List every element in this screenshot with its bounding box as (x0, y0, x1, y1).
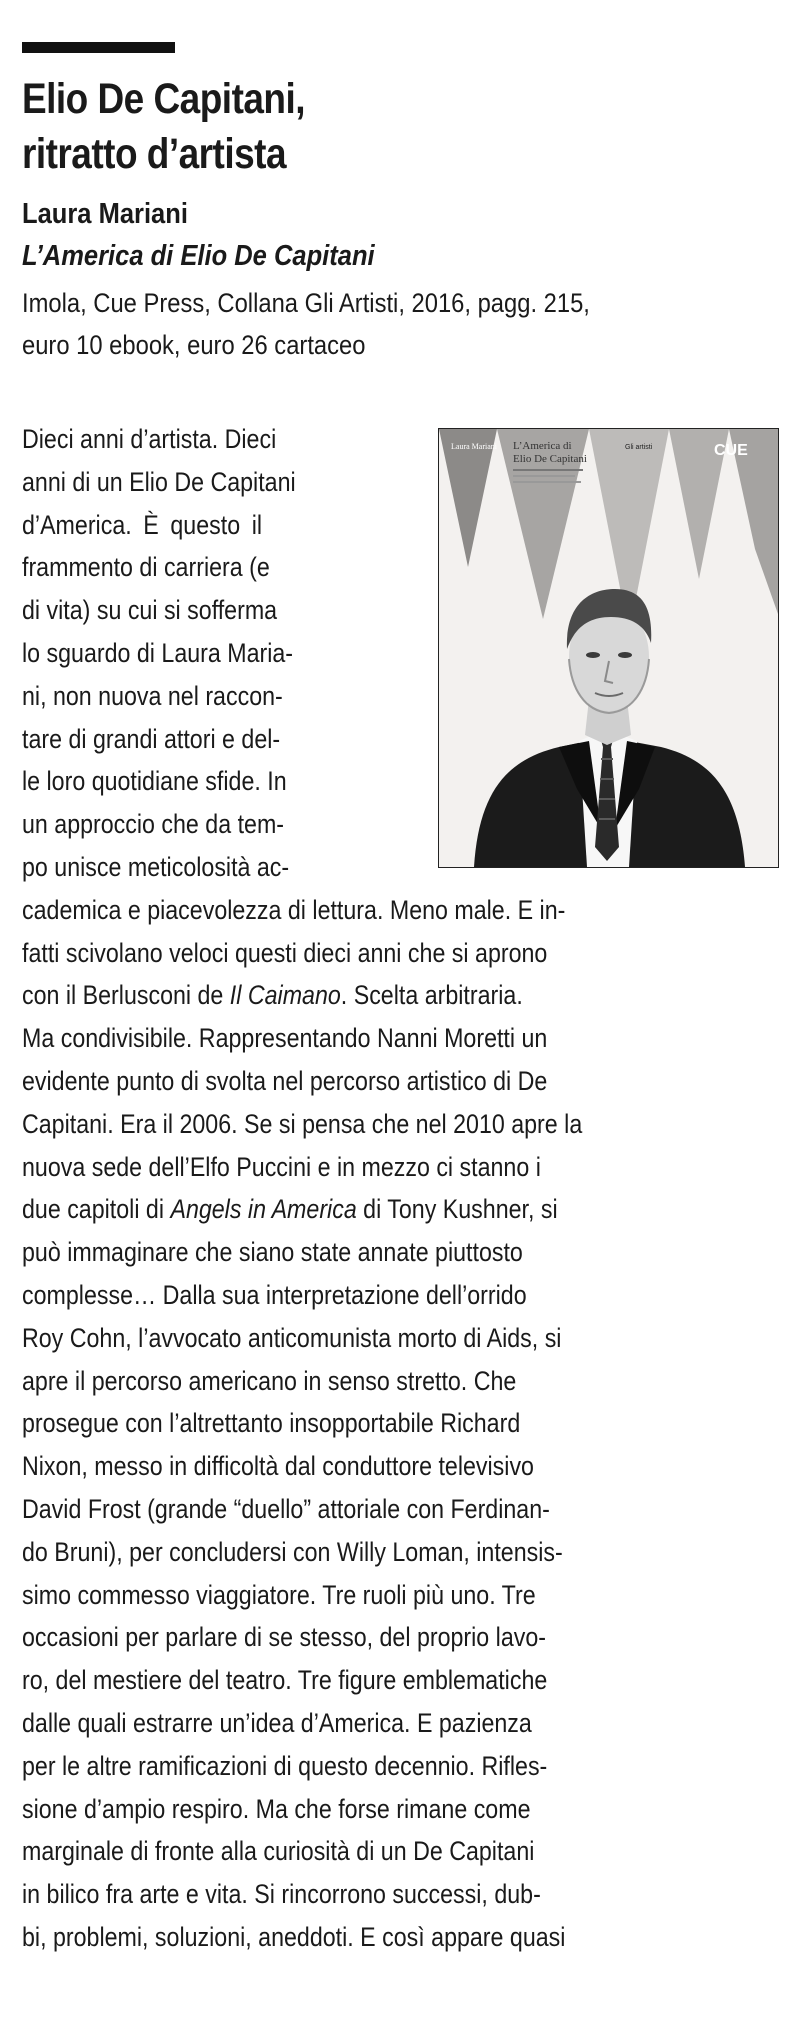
body-line: Roy Cohn, l’avvocato anticomunista morto di Aids, si (22, 1322, 562, 1353)
body-text: con il Berlusconi de (22, 980, 230, 1011)
body-line: frammento di carriera (e (22, 552, 270, 583)
body-line: do Bruni), per concludersi con Willy Loman, intensis- (22, 1536, 563, 1567)
body-line: d’America. È questo il (22, 509, 263, 540)
body-text: di Tony Kushner, si (356, 1194, 558, 1225)
publication-info (22, 282, 779, 366)
publication-line: euro 10 ebook, euro 26 cartaceo (22, 330, 366, 360)
body-text: . Scelta arbitraria. (340, 980, 523, 1011)
body-line: dalle quali estrarre un’idea d’America. E pazienza (22, 1707, 532, 1738)
body-line: Nixon, messo in difficoltà dal conduttore televisivo (22, 1451, 534, 1482)
section-rule (22, 42, 175, 53)
title-line: ritratto d’artista (22, 130, 287, 178)
cover-logo: CUE (714, 442, 748, 459)
body-text: due capitoli di (22, 1194, 171, 1225)
cover-title-line: L’America di (513, 440, 572, 452)
body-line: nuova sede dell’Elfo Puccini e in mezzo ci stanno i (22, 1151, 541, 1182)
body-line: un approccio che da tem- (22, 809, 285, 840)
body-line: cademica e piacevolezza di lettura. Meno male. E in- (22, 894, 566, 925)
body-line: fatti scivolano veloci questi dieci anni che si aprono (22, 937, 548, 968)
body-line: marginale di fronte alla curiosità di un De Capitani (22, 1836, 535, 1867)
body-line: occasioni per parlare di se stesso, del proprio lavo- (22, 1622, 547, 1653)
body-line: po unisce meticolosità ac- (22, 851, 290, 882)
body-line: Dieci anni d’artista. Dieci (22, 424, 277, 454)
body-line: bi, problemi, soluzioni, aneddoti. E così appare quasi (22, 1921, 566, 1952)
body-line: prosegue con l’altrettanto insopportabile Richard (22, 1408, 521, 1439)
body-line: David Frost (grande “duello” attoriale con Ferdinan- (22, 1493, 550, 1524)
cover-series: Gli artisti (625, 444, 653, 451)
title-line: Elio De Capitani, (22, 75, 306, 123)
body-line: di vita) su cui si sofferma (22, 595, 278, 626)
body-line: sione d’ampio respiro. Ma che forse rimane come (22, 1793, 531, 1824)
body-line: complesse… Dalla sua interpretazione dell’orrido (22, 1279, 527, 1310)
article-title (22, 72, 305, 182)
body-line: può immaginare che siano state annate piuttosto (22, 1237, 523, 1268)
body-line: evidente punto di svolta nel percorso artistico di De (22, 1065, 548, 1096)
article-body (22, 418, 673, 1959)
cover-title-line: Elio De Capitani (513, 453, 587, 465)
body-line (22, 974, 582, 1017)
film-title: Il Caimano (229, 980, 341, 1011)
body-line: apre il percorso americano in senso stretto. Che (22, 1365, 517, 1396)
body-line: ro, del mestiere del teatro. Tre figure emblematiche (22, 1665, 548, 1696)
body-line: Capitani. Era il 2006. Se si pensa che nel 2010 apre la (22, 1108, 583, 1139)
body-line: Ma condivisibile. Rappresentando Nanni Moretti un (22, 1023, 548, 1054)
body-line: ni, non nuova nel raccon- (22, 680, 283, 711)
body-line: le loro quotidiane sfide. In (22, 766, 287, 797)
play-title: Angels in America (170, 1194, 357, 1225)
body-line: per le altre ramificazioni di questo decennio. Rifles- (22, 1750, 548, 1781)
publication-line: Imola, Cue Press, Collana Gli Artisti, 2016, pagg. 215, (22, 288, 590, 318)
body-line: anni di un Elio De Capitani (22, 466, 296, 497)
body-line: lo sguardo di Laura Maria- (22, 637, 294, 668)
body-line (22, 1188, 582, 1231)
cover-author: Laura Mariani (451, 442, 497, 451)
body-line: simo commesso viaggiatore. Tre ruoli più uno. Tre (22, 1579, 536, 1610)
book-title: L’America di Elio De Capitani (22, 240, 375, 272)
body-line: tare di grandi attori e del- (22, 723, 281, 754)
body-line: in bilico fra arte e vita. Si rincorrono successi, dub- (22, 1879, 541, 1910)
book-author: Laura Mariani (22, 198, 188, 230)
